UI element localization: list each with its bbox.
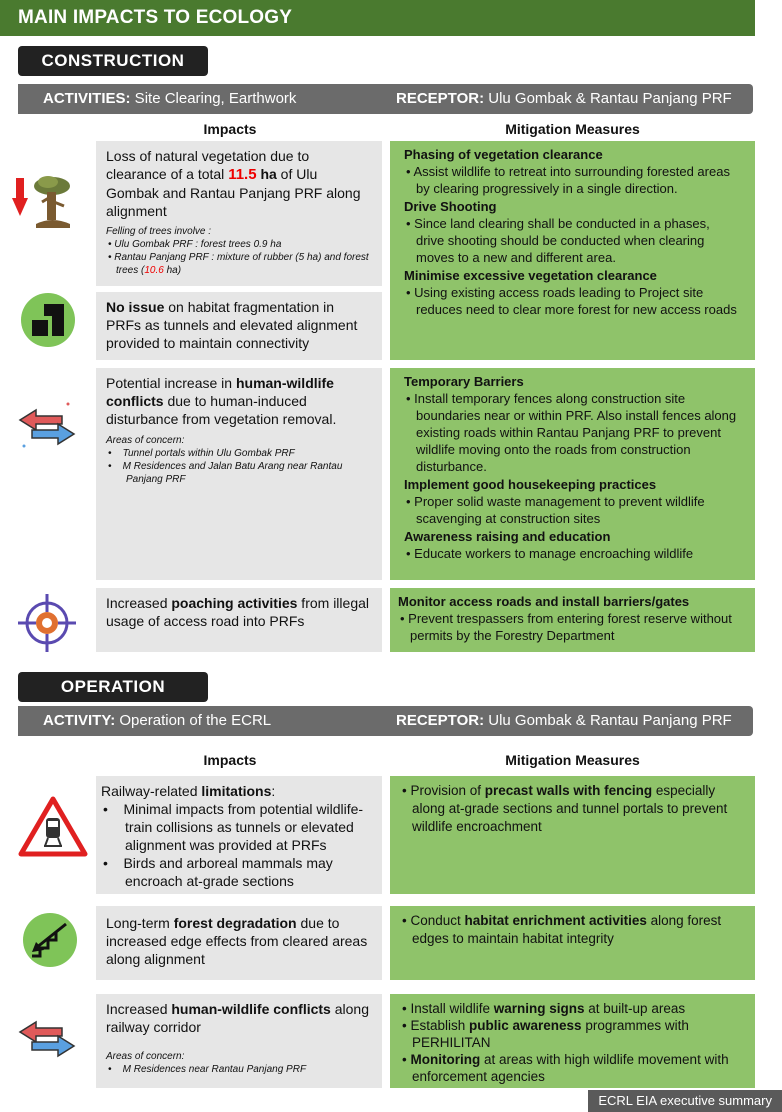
impact-railway-conflict: Increased human-wildlife conflicts along railway corridor Areas of concern: • M Residences near Rantau Panjang PRF bbox=[96, 994, 382, 1088]
tree-loss-icon bbox=[12, 172, 74, 234]
impact-text: Loss of natural vegetation due to clearance of a total bbox=[106, 148, 310, 182]
mitigation-bullet: Prevent trespassers from entering forest reserve without permits by the Forestry Department bbox=[408, 611, 732, 643]
mitigation-text: at built-up areas bbox=[584, 1001, 686, 1016]
mitigation-bullet: Proper solid waste management to prevent wildlife scavenging at construction sites bbox=[414, 494, 705, 526]
impact-text: Long-term bbox=[106, 915, 174, 931]
impact-vegetation-loss: Loss of natural vegetation due to clearance of a total 11.5 ha of Ulu Gombak and Rantau Panjang PRF along alignment Felling of trees involve : • Ulu Gombak PRF : forest trees 0.9 ha • Rantau Panjang PRF : mixture of rubber (5 ha) and forest trees (10.6 ha) bbox=[96, 141, 382, 286]
highlight-unit: ha bbox=[256, 166, 277, 182]
mitigation-railway: • Provision of precast walls with fencing especially along at-grade sections and tunnel portals to prevent wildlife encroachment bbox=[390, 776, 755, 894]
note-item: ha) bbox=[163, 265, 182, 276]
mitigation-text: Provision of bbox=[410, 783, 485, 798]
impact-human-wildlife-conflict: Potential increase in human-wildlife conflicts due to human-induced disturbance from vegetation removal. Areas of concern: • Tunnel portals within Ulu Gombak PRF • M Residences and Jalan Batu Arang near Rantau Panjang PRF bbox=[96, 368, 382, 580]
receptor-label: RECEPTOR: bbox=[396, 712, 485, 729]
mitigation-bold: precast walls with fencing bbox=[484, 783, 653, 798]
mitigation-conflict: Temporary Barriers • Install temporary fences along construction site boundaries near or within PRF. Also install fences along existing roads within Rantau Panjang PRF to prevent wildlife moving onto the roads from construction disturbance. Implement good housekeeping practices • Proper solid waste management to prevent wildlife scavenging at construction sites Awareness raising and education • Educate workers to manage encroaching wildlife bbox=[390, 368, 755, 580]
impact-text: Railway-related bbox=[101, 783, 202, 799]
impact-text: Increased bbox=[106, 1001, 172, 1017]
impact-text: due to human-induced disturbance from vegetation removal. bbox=[106, 393, 337, 427]
activities-label: ACTIVITIES: bbox=[43, 90, 131, 107]
habitat-fragment-icon bbox=[20, 292, 76, 348]
note-head: Areas of concern: bbox=[106, 435, 185, 446]
mitigation-bold: warning signs bbox=[493, 1001, 585, 1016]
impact-bold: forest degradation bbox=[173, 915, 297, 931]
impact-bold: No issue bbox=[106, 299, 165, 315]
mitigation-bold: public awareness bbox=[469, 1018, 582, 1033]
impact-text: Potential increase in bbox=[106, 375, 236, 391]
note-item: Ulu Gombak PRF : forest trees 0.9 ha bbox=[114, 239, 282, 250]
mitigation-degradation: • Conduct habitat enrichment activities along forest edges to maintain habitat integrity bbox=[390, 906, 755, 980]
impact-bold: poaching activities bbox=[171, 595, 298, 611]
impact-bullet: Minimal impacts from potential wildlife-train collisions as tunnels or elevated alignment was provided at PRFs bbox=[123, 801, 364, 853]
mitigation-heading: Drive Shooting bbox=[404, 199, 497, 214]
impact-habitat-fragmentation bbox=[96, 292, 382, 360]
operation-tab: OPERATION bbox=[18, 672, 208, 702]
activities-value: Site Clearing, Earthwork bbox=[130, 90, 297, 107]
impact-text: of Ulu Gombak and Rantau Panjang PRF along alignment bbox=[106, 166, 361, 219]
impact-text: : bbox=[271, 783, 276, 799]
note-item: M Residences near Rantau Panjang PRF bbox=[122, 1064, 307, 1075]
mitigation-heading: Implement good housekeeping practices bbox=[404, 477, 657, 492]
mitigation-text: Establish bbox=[410, 1018, 470, 1033]
mitigation-bullet: Educate workers to manage encroaching wildlife bbox=[414, 546, 694, 561]
mitigation-header: Mitigation Measures bbox=[505, 121, 640, 137]
mitigation-text: programmes with PERHILITAN bbox=[412, 1018, 689, 1050]
mitigation-text: especially along at-grade sections and tunnel portals to prevent wildlife encroachment bbox=[412, 783, 728, 834]
impact-bold: human-wildlife conflicts bbox=[171, 1001, 331, 1017]
mitigation-poaching: Monitor access roads and install barriers/gates • Prevent trespassers from entering forest reserve without permits by the Forestry Department bbox=[390, 588, 755, 652]
construction-tab: CONSTRUCTION bbox=[18, 46, 208, 76]
mitigation-vegetation: Phasing of vegetation clearance • Assist wildlife to retreat into surrounding forested areas by clearing progressively in a single direction. Drive Shooting • Since land clearing shall be conducted in a phases, drive shooting should be conducted when clearing moves to a new and different area. Minimise excessive vegetation clearance • Using existing access roads leading to Project site reduces need to clear more forest for new access roads bbox=[390, 141, 755, 360]
mitigation-text: Install wildlife bbox=[410, 1001, 494, 1016]
page-title: MAIN IMPACTS TO ECOLOGY bbox=[0, 0, 755, 36]
highlight-value: 11.5 bbox=[228, 166, 257, 183]
mitigation-text: along forest edges to maintain habitat integrity bbox=[412, 913, 722, 946]
mitigation-railway-conflict: • Install wildlife warning signs at built-up areas • Establish public awareness programmes with PERHILITAN • Monitoring at areas with high wildlife movement with enforcement agencies bbox=[390, 994, 755, 1088]
mitigation-heading: Awareness raising and education bbox=[404, 529, 611, 544]
note-head: Felling of trees involve : bbox=[106, 226, 212, 237]
mitigation-bullet: Using existing access roads leading to Project site reduces need to clear more forest for new access roads bbox=[414, 285, 737, 317]
mitigation-text: Conduct bbox=[410, 913, 465, 928]
impact-text: due to increased edge effects from cleared areas along alignment bbox=[106, 915, 368, 967]
impact-railway-limitations: Railway-related limitations: • Minimal impacts from potential wildlife-train collisions as tunnels or elevated alignment was provided at PRFs • Birds and arboreal mammals may encroach at-grade sections bbox=[96, 776, 382, 894]
impact-text: along railway corridor bbox=[106, 1001, 369, 1035]
note-item: Rantau Panjang PRF : mixture of rubber (5 ha) and forest trees ( bbox=[114, 252, 369, 276]
note-item: M Residences and Jalan Batu Arang near Rantau Panjang PRF bbox=[122, 461, 343, 485]
impact-bullet: Birds and arboreal mammals may encroach at-grade sections bbox=[123, 855, 333, 889]
impact-text: Increased bbox=[106, 595, 172, 611]
conflict-arrows-icon bbox=[16, 1008, 78, 1070]
impacts-header: Impacts bbox=[203, 121, 257, 137]
receptor-value: Ulu Gombak & Rantau Panjang PRF bbox=[484, 90, 732, 107]
impact-poaching bbox=[96, 588, 382, 652]
conflict-arrows-icon bbox=[16, 396, 78, 458]
footer-label: ECRL EIA executive summary bbox=[588, 1090, 782, 1112]
note-item: Tunnel portals within Ulu Gombak PRF bbox=[122, 448, 295, 459]
mitigation-bullet: Install temporary fences along construction site boundaries near or within PRF. Also install fences along existing roads within Rantau Panjang PRF to prevent wildlife moving onto the roads from construction disturbance. bbox=[414, 391, 737, 474]
receptor-label: RECEPTOR: bbox=[396, 90, 485, 107]
mitigation-header: Mitigation Measures bbox=[505, 752, 640, 768]
degradation-arrow-icon bbox=[22, 912, 78, 968]
impacts-header: Impacts bbox=[203, 752, 257, 768]
mitigation-heading: Phasing of vegetation clearance bbox=[404, 147, 603, 162]
target-crosshair-icon bbox=[16, 592, 78, 654]
impact-forest-degradation bbox=[96, 906, 382, 980]
note-red-value: 10.6 bbox=[144, 265, 164, 276]
receptor-value: Ulu Gombak & Rantau Panjang PRF bbox=[484, 712, 732, 729]
impact-bold: limitations bbox=[201, 783, 272, 799]
activity-value: Operation of the ECRL bbox=[115, 712, 272, 729]
activity-label: ACTIVITY: bbox=[43, 712, 116, 729]
impact-bold: human-wildlife conflicts bbox=[106, 375, 334, 409]
train-warning-icon bbox=[18, 796, 88, 858]
operation-activity-bar bbox=[18, 706, 753, 736]
mitigation-heading: Monitor access roads and install barriers/gates bbox=[398, 594, 690, 609]
mitigation-bullet: Assist wildlife to retreat into surrounding forested areas by clearing progressively in a single direction. bbox=[413, 164, 730, 196]
note-head: Areas of concern: bbox=[106, 1051, 185, 1062]
construction-activity-bar bbox=[18, 84, 753, 114]
mitigation-heading: Minimise excessive vegetation clearance bbox=[404, 268, 657, 283]
impact-text: from illegal usage of access road into PRFs bbox=[106, 595, 370, 629]
impact-text: on habitat fragmentation in PRFs as tunnels and elevated alignment provided to maintain connectivity bbox=[106, 299, 358, 351]
mitigation-bold: habitat enrichment activities bbox=[464, 913, 647, 928]
mitigation-bold: Monitoring bbox=[410, 1052, 481, 1067]
mitigation-heading: Temporary Barriers bbox=[404, 374, 524, 389]
mitigation-bullet: Since land clearing shall be conducted in a phases, drive shooting should be conducted when clearing moves to a new and different area. bbox=[414, 216, 710, 265]
mitigation-text: at areas with high wildlife movement with enforcement agencies bbox=[412, 1052, 729, 1084]
